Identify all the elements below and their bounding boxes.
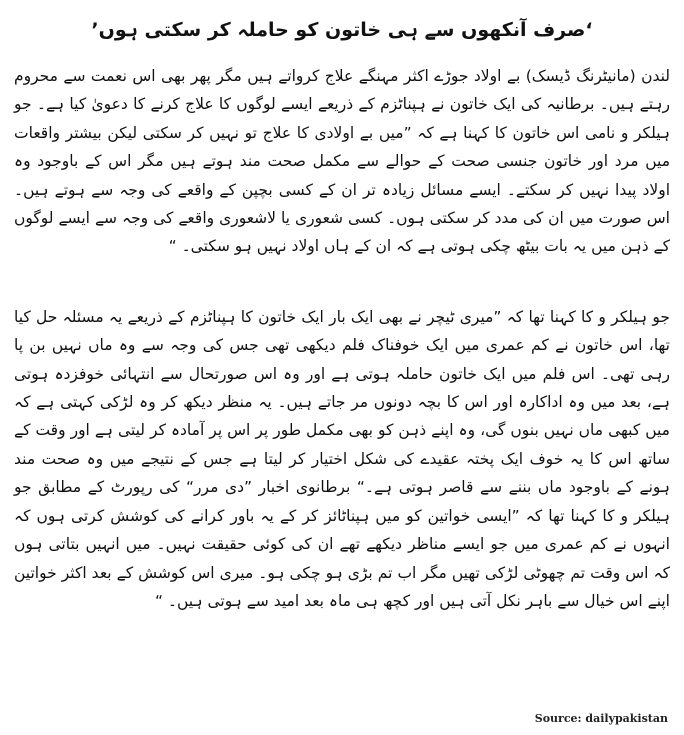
article-title: ‘صرف آنکھوں سے ہی خاتون کو حاملہ کر سکتی ہوں’ bbox=[91, 19, 593, 41]
paragraph-1: لندن (مانیٹرنگ ڈیسک) بے اولاد جوڑے اکثر مہنگے علاج کرواتے ہیں مگر پھر بھی اس نعمت سے محروم رہتے ہیں۔ برطانیہ کی ایک خاتون نے ہپناٹزم کے ذریعے ایسے لوگوں کا علاج کرنے کا دعویٰ کیا ہے۔ جو ہیلکر و نامی اس خاتون کا کہنا ہے کہ ”میں بے اولادی کا علاج تو نہیں کر سکتی لیکن بیشتر واقعات میں مرد اور خاتون جنسی صحت کے حوالے سے مکمل صحت مند ہوتے ہیں مگر اس کے باوجود وہ اولاد پیدا نہیں کر سکتے۔ ایسے مسائل زیادہ تر ان کے کسی بچپن کے واقعے کی وجہ سے ہوتے ہیں۔ اس صورت میں ان کی مدد کر سکتی ہوں۔ کسی شعوری یا لاشعوری واقعے کی وجہ سے ایسے لوگوں کے ذہن میں یہ بات بیٹھ چکی ہوتی ہے کہ ان کے ہاں اولاد نہیں ہو سکتی۔ “ bbox=[14, 67, 670, 256]
paragraph-2: جو ہیلکر و کا کہنا تھا کہ ”میری ٹیچر نے بھی ایک بار ایک خاتون کا ہپناٹزم کے ذریعے یہ مسئلہ حل کیا تھا، اس خاتون نے کم عمری میں ایک خوفناک فلم دیکھی تھی جس کی وجہ سے وہ ماں نہیں بن پا رہی تھی۔ اس فلم میں ایک خاتون حاملہ ہوتی ہے اور وہ اس صورتحال سے انتہائی خوفزدہ ہوتی ہے، بعد میں وہ اداکارہ اور اس کا بچہ دونوں مر جاتے ہیں۔ یہ منظر دیکھ کر وہ لڑکی کہتی ہے کہ میں کبھی ماں نہیں بنوں گی، وہ اپنے ذہن کو بھی مکمل طور پر اس پر آمادہ کر لیتی ہے اور وقت کے ساتھ اس کا یہ خوف ایک پختہ عقیدے کی شکل اختیار کر لیتا ہے جس کے نتیجے میں وہ صحت مند ہونے کے باوجود ماں بننے سے قاصر ہوتی ہے۔“ برطانوی اخبار ”دی مرر“ کی رپورٹ کے مطابق جو ہیلکر و کا کہنا تھا کہ ”ایسی خواتین کو میں ہپناٹائز کر کے یہ باور کرانے کی کوشش کرتی ہوں کہ انہوں نے کم عمری میں جو ایسے مناظر دیکھے تھے ان کی کوئی حقیقت نہیں۔ میں انہیں بتاتی ہوں کہ اس وقت تم چھوٹی لڑکی تھیں مگر اب تم بڑی ہو چکی ہو۔ میری اس کوشش کے بعد اکثر خواتین اپنے اس خیال سے باہر نکل آتی ہیں اور کچھ ہی ماہ بعد امید سے ہوتی ہیں۔ “ bbox=[14, 307, 670, 610]
article-body bbox=[14, 62, 670, 615]
paragraph-spacer bbox=[14, 261, 670, 303]
source-credit: Source: dailypakistan bbox=[534, 712, 668, 725]
